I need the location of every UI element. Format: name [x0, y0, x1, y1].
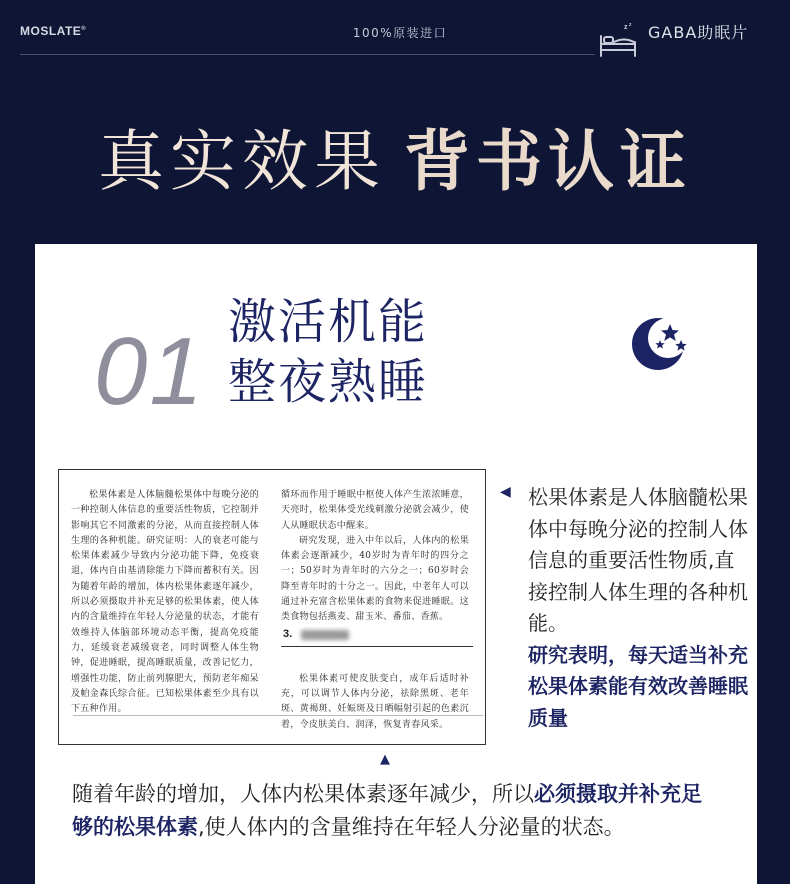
brand-name: MOSLATE: [20, 24, 82, 38]
side-note-text: 松果体素是人体脑髓松果体中每晚分泌的控制人体信息的重要活性物质,直接控制人体生理的各种机能。: [528, 485, 748, 635]
section-title: [228, 292, 428, 412]
bottom-note: [72, 778, 722, 843]
excerpt-bottom-rule: [73, 715, 483, 716]
excerpt-subheading: [281, 624, 473, 647]
moon-stars-icon: [630, 316, 688, 372]
pointer-up-icon: ▲: [380, 752, 390, 767]
brand-registered-mark: ®: [81, 26, 87, 32]
excerpt-column-right: [281, 488, 469, 733]
book-excerpt-image: [58, 469, 486, 745]
bottom-note-text-after: ,使人体内的含量维持在年轻人分泌量的状态。: [198, 814, 625, 839]
side-note-highlight: 研究表明，每天适当补充松果体素能有效改善睡眠质量: [528, 642, 748, 730]
section-title-line1: 激活机能: [228, 294, 429, 350]
bed-icon: [598, 20, 638, 60]
hero-title-part2: 背书认证: [404, 123, 692, 200]
excerpt-paragraph: 松果体素是人体脑髓松果体中每晚分泌的一种控制人体信息的重要活性物质，它控制并影响其它不同激素的分泌，从而直接控制人体生理的各种机能。研究证明：人的衰老可能与松果体素减少导致内分泌功能下降，免疫衰退，体内自由基清除能力下降而蓄积有关。因为随着年龄的增加，体内松果体素逐年减少，所以必须摄取并补充足够的松果体素，使人体内的含量维持在年轻人分泌量的状态，才能有效维持人体脑部环境动态平衡，提高免疫能力，延缓衰老减缓衰老，同时调整人体生物钟，促进睡眠，提高睡眠质量，改善记忆力，增强性功能，防止前列腺肥大，预防老年痴呆及帕金森氏综合征。已知松果体素至少具有以下五种作用。: [71, 490, 259, 715]
header-divider: [20, 54, 595, 55]
svg-text:z: z: [629, 22, 632, 28]
bottom-note-text-before: 随着年龄的增加，人体内松果体素逐年减少，所以: [72, 782, 534, 806]
brand-logo: [20, 24, 86, 38]
excerpt-paragraph: 研究发现，进入中年以后，人体内的松果体素会逐渐减少，40岁时为青年时的四分之一；50岁时为青年时的六分之一；60岁时会降至青年时的十分之一。因此，中老年人可以通过补充富含松果体素的食物来促进睡眠。这类食物包括燕麦、甜玉米、番茄、香蕉。: [281, 535, 469, 623]
side-note: [528, 482, 752, 734]
excerpt-column-left: [71, 488, 259, 717]
product-name: GABA助眠片: [648, 23, 749, 42]
section-number: 01: [94, 318, 205, 425]
blurred-heading-text: [301, 630, 349, 640]
hero-title: [0, 122, 790, 202]
excerpt-paragraph: 循环而作用于睡眠中枢使人体产生浓浓睡意，天亮时，松果体受光线刺激分泌就会减少，使人从睡眠状态中醒来。: [281, 490, 469, 531]
bottom-note-highlight: 必须摄取并补充足够的松果体素: [72, 782, 702, 839]
section-title-line2: 整夜熟睡: [228, 354, 429, 410]
hero-title-part1: 真实效果: [98, 123, 386, 200]
excerpt-subheading-number: 3.: [283, 628, 293, 640]
excerpt-paragraph: 松果体素可使皮肤变白，成年后适时补充，可以调节人体内分泌，祛除黑斑、老年斑、黄褐斑、妊娠斑及日晒幅射引起的色素沉着，令皮肤美白、润泽，恢复青春风采。: [281, 673, 469, 730]
svg-text:z: z: [624, 24, 628, 31]
pointer-left-icon: ◀: [500, 484, 511, 500]
tagline: 100%原装进口: [352, 26, 448, 40]
